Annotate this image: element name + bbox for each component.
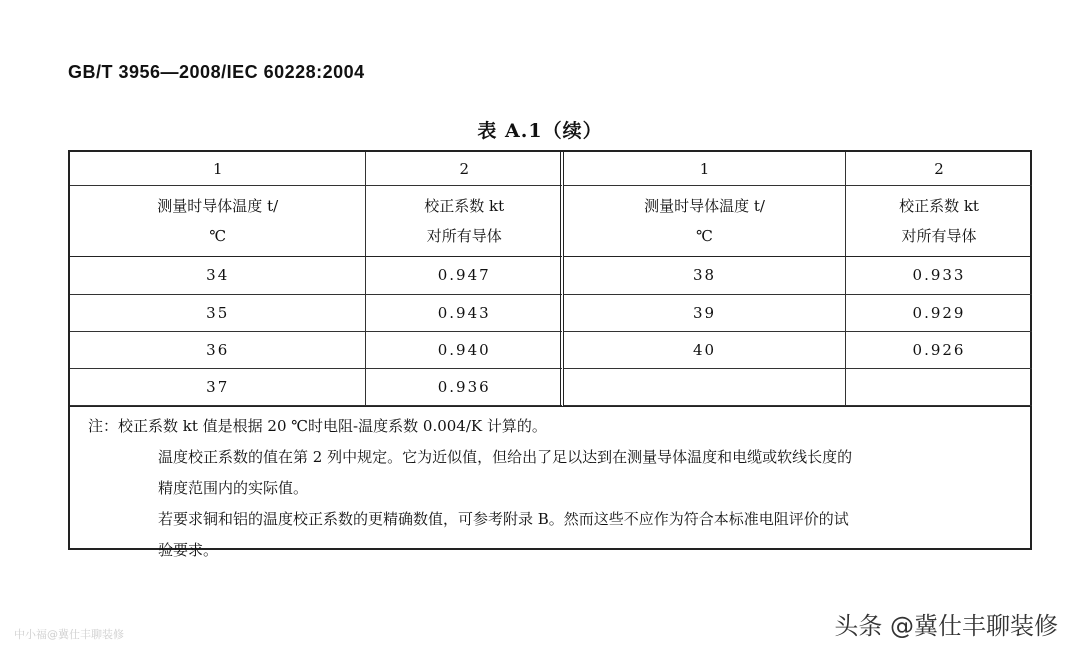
col-number-1: 1: [70, 152, 366, 186]
table-row: [70, 294, 562, 331]
col-number-2: 2: [366, 152, 562, 186]
coef-header-line2: 对所有导体: [426, 227, 502, 246]
table-row: [564, 331, 1032, 368]
table-row: [564, 368, 1032, 405]
temp-cell: 35: [70, 294, 366, 331]
note-line: 精度范围内的实际值。: [158, 479, 309, 497]
note-line: 温度校正系数的值在第 2 列中规定。它为近似值，但给出了足以达到在测量导体温度和电缆或软线长度的: [158, 448, 853, 466]
note-text: 校正系数 kt 值是根据 20 ℃时电阻-温度系数 0.004/K 计算的。: [118, 417, 547, 435]
temp-cell: 38: [564, 257, 846, 294]
note-line: 若要求铜和铝的温度校正系数的更精确数值，可参考附录 B。然而这些不应作为符合本标准电阻评价的试: [158, 510, 849, 528]
coef-cell: 0.936: [366, 368, 562, 405]
temp-header-line2: ℃: [696, 227, 713, 246]
table-row: [564, 257, 1032, 294]
coef-header-line2: 对所有导体: [901, 227, 977, 246]
temp-header-line2: ℃: [209, 227, 227, 246]
table-left-half: [70, 152, 562, 406]
coef-header-line1: 校正系数 kt: [424, 197, 505, 216]
col-number-2: 2: [846, 152, 1032, 186]
temp-cell: 37: [70, 368, 366, 405]
temp-cell: 40: [564, 331, 846, 368]
table-row: [70, 331, 562, 368]
coef-header-line1: 校正系数 kt: [899, 197, 979, 216]
note-prefix: 注：: [88, 417, 119, 435]
col-number-1: 1: [564, 152, 846, 186]
coef-header: [366, 186, 562, 257]
coef-cell: 0.933: [846, 257, 1032, 294]
coef-header: [846, 186, 1032, 257]
table-row: [70, 368, 562, 405]
coef-cell: 0.926: [846, 331, 1032, 368]
note-line: [70, 411, 1030, 442]
temp-header-line1: 测量时导体温度 t/: [644, 197, 765, 216]
temp-header-line1: 测量时导体温度 t/: [157, 197, 279, 216]
temp-header: [70, 186, 366, 257]
note-line: 验要求。: [158, 541, 219, 559]
coef-cell: 0.947: [366, 257, 562, 294]
coef-cell: 0.940: [366, 331, 562, 368]
standard-number: GB/T 3956—2008/IEC 60228:2004: [68, 62, 365, 82]
temp-cell: [564, 368, 846, 405]
table-row: [564, 294, 1032, 331]
temp-cell: 39: [564, 294, 846, 331]
table-row: [70, 257, 562, 294]
coef-cell: 0.929: [846, 294, 1032, 331]
temp-cell: 34: [70, 257, 366, 294]
temp-cell: 36: [70, 331, 366, 368]
table-caption: 表 A.1（续）: [477, 120, 603, 142]
correction-table: [68, 150, 1032, 559]
watermark-left: 中小福@冀仕丰聊装修: [14, 628, 124, 641]
table-notes: [70, 406, 1030, 566]
temp-header: [564, 186, 846, 257]
table-right-half: [564, 152, 1032, 406]
coef-cell: [846, 368, 1032, 405]
coef-cell: 0.943: [366, 294, 562, 331]
watermark-right: 头条 @冀仕丰聊装修: [834, 612, 1058, 640]
